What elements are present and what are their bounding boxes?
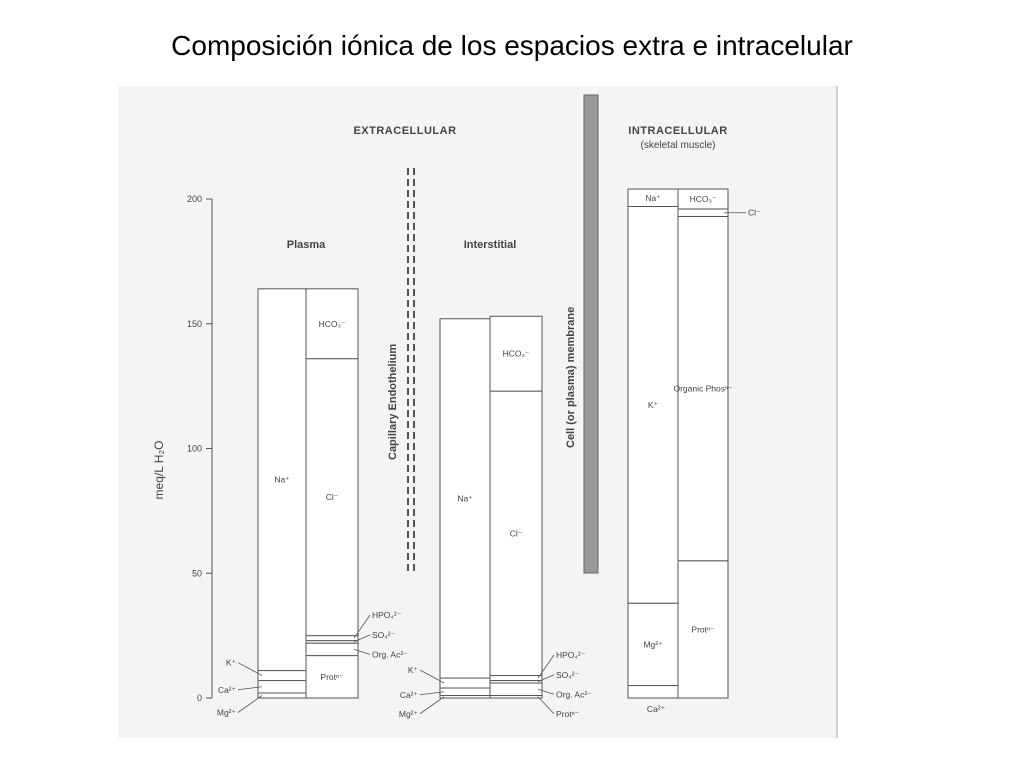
- capillary-endothelium-membrane: [408, 168, 414, 574]
- column-plasma-cations: [258, 289, 306, 698]
- y-axis-label: meq/L H₂O: [152, 440, 166, 500]
- label-capillary-endothelium: Capillary Endothelium: [387, 343, 399, 460]
- segment-interstitial-org-ac: [490, 683, 542, 695]
- label-plasma-prot: Protⁿ⁻: [320, 671, 344, 682]
- column-interstitial-cations: [440, 319, 490, 698]
- segment-plasma-hpo: [306, 636, 358, 641]
- cell-membrane: [584, 95, 598, 573]
- label-plasma-mg: Mg²⁺: [216, 707, 236, 718]
- label-plasma-so: SO₄²⁻: [372, 629, 396, 640]
- segment-plasma-mg: [258, 693, 306, 698]
- label-plasma-hpo: HPO₄²⁻: [372, 610, 402, 621]
- label-interstitial-ca: Ca²⁺: [399, 689, 418, 700]
- slide-title: Composición iónica de los espacios extra e intracelular: [171, 30, 853, 61]
- label-intracellular-organic-phos: Organic Phosⁿ⁻: [673, 383, 733, 394]
- label-plasma-hco: HCO₃⁻: [318, 318, 346, 329]
- segment-plasma-ca: [258, 681, 306, 693]
- leader-line: [238, 696, 262, 713]
- y-tick-label: 0: [196, 693, 202, 703]
- y-tick-label: 150: [186, 318, 202, 329]
- label-intracellular-k: K⁺: [647, 399, 659, 410]
- label-plasma-cl: Cl⁻: [325, 492, 339, 503]
- segment-plasma-org-ac: [306, 643, 358, 655]
- segment-interstitial-k: [440, 678, 490, 688]
- label-interstitial-cl: Cl⁻: [509, 528, 523, 539]
- label-interstitial-org-ac: Org. Ac²⁻: [556, 689, 592, 700]
- label-intracellular-na: Na⁺: [645, 192, 661, 203]
- segment-interstitial-hpo: [490, 676, 542, 681]
- label-interstitial-hpo: HPO₄²⁻: [556, 650, 586, 661]
- compartment-plasma: Plasma: [286, 239, 326, 251]
- label-intracellular-prot: Protⁿ⁻: [691, 624, 715, 635]
- segment-intracellular-cl: [678, 209, 728, 216]
- compartment-interstitial: Interstitial: [463, 239, 517, 251]
- label-plasma-k: K⁺: [225, 657, 236, 668]
- label-interstitial-na: Na⁺: [457, 493, 473, 504]
- label-interstitial-prot: Protⁿ⁻: [556, 708, 580, 719]
- segment-plasma-k: [258, 671, 306, 681]
- label-interstitial-mg: Mg²⁺: [398, 708, 418, 719]
- label-interstitial-so: SO₄²⁻: [556, 669, 580, 680]
- y-tick-label: 50: [191, 568, 202, 579]
- leader-line: [538, 697, 554, 714]
- label-plasma-na: Na⁺: [274, 474, 290, 485]
- heading-intracellular: INTRACELLULAR: [628, 125, 728, 137]
- segment-interstitial-ca: [440, 688, 490, 695]
- label-intracellular-cl: Cl⁻: [748, 207, 761, 218]
- label-intracellular-ca: Ca²⁺: [646, 704, 666, 714]
- column-intracellular-anions: [678, 189, 728, 698]
- label-intracellular-hco: HCO₃⁻: [689, 194, 717, 204]
- y-tick-label: 100: [186, 443, 202, 454]
- columns: [258, 189, 728, 698]
- column-intracellular-cations: [628, 189, 678, 698]
- label-intracellular-mg: Mg²⁺: [643, 639, 663, 650]
- heading-extracellular: EXTRACELLULAR: [353, 125, 457, 137]
- y-tick-label: 200: [186, 194, 202, 204]
- y-axis: [187, 194, 212, 703]
- segment-intracellular-ca: [628, 686, 678, 698]
- column-interstitial-anions: [490, 316, 542, 698]
- label-interstitial-k: K⁺: [407, 665, 418, 676]
- label-plasma-org-ac: Org. Ac²⁻: [372, 649, 408, 660]
- label-cell-membrane: Cell (or plasma) membrane: [565, 306, 577, 448]
- heading-intracellular-sub: (skeletal muscle): [640, 140, 716, 151]
- label-plasma-ca: Ca²⁺: [217, 684, 236, 695]
- label-interstitial-hco: HCO₃⁻: [502, 348, 530, 359]
- leader-line: [420, 697, 444, 714]
